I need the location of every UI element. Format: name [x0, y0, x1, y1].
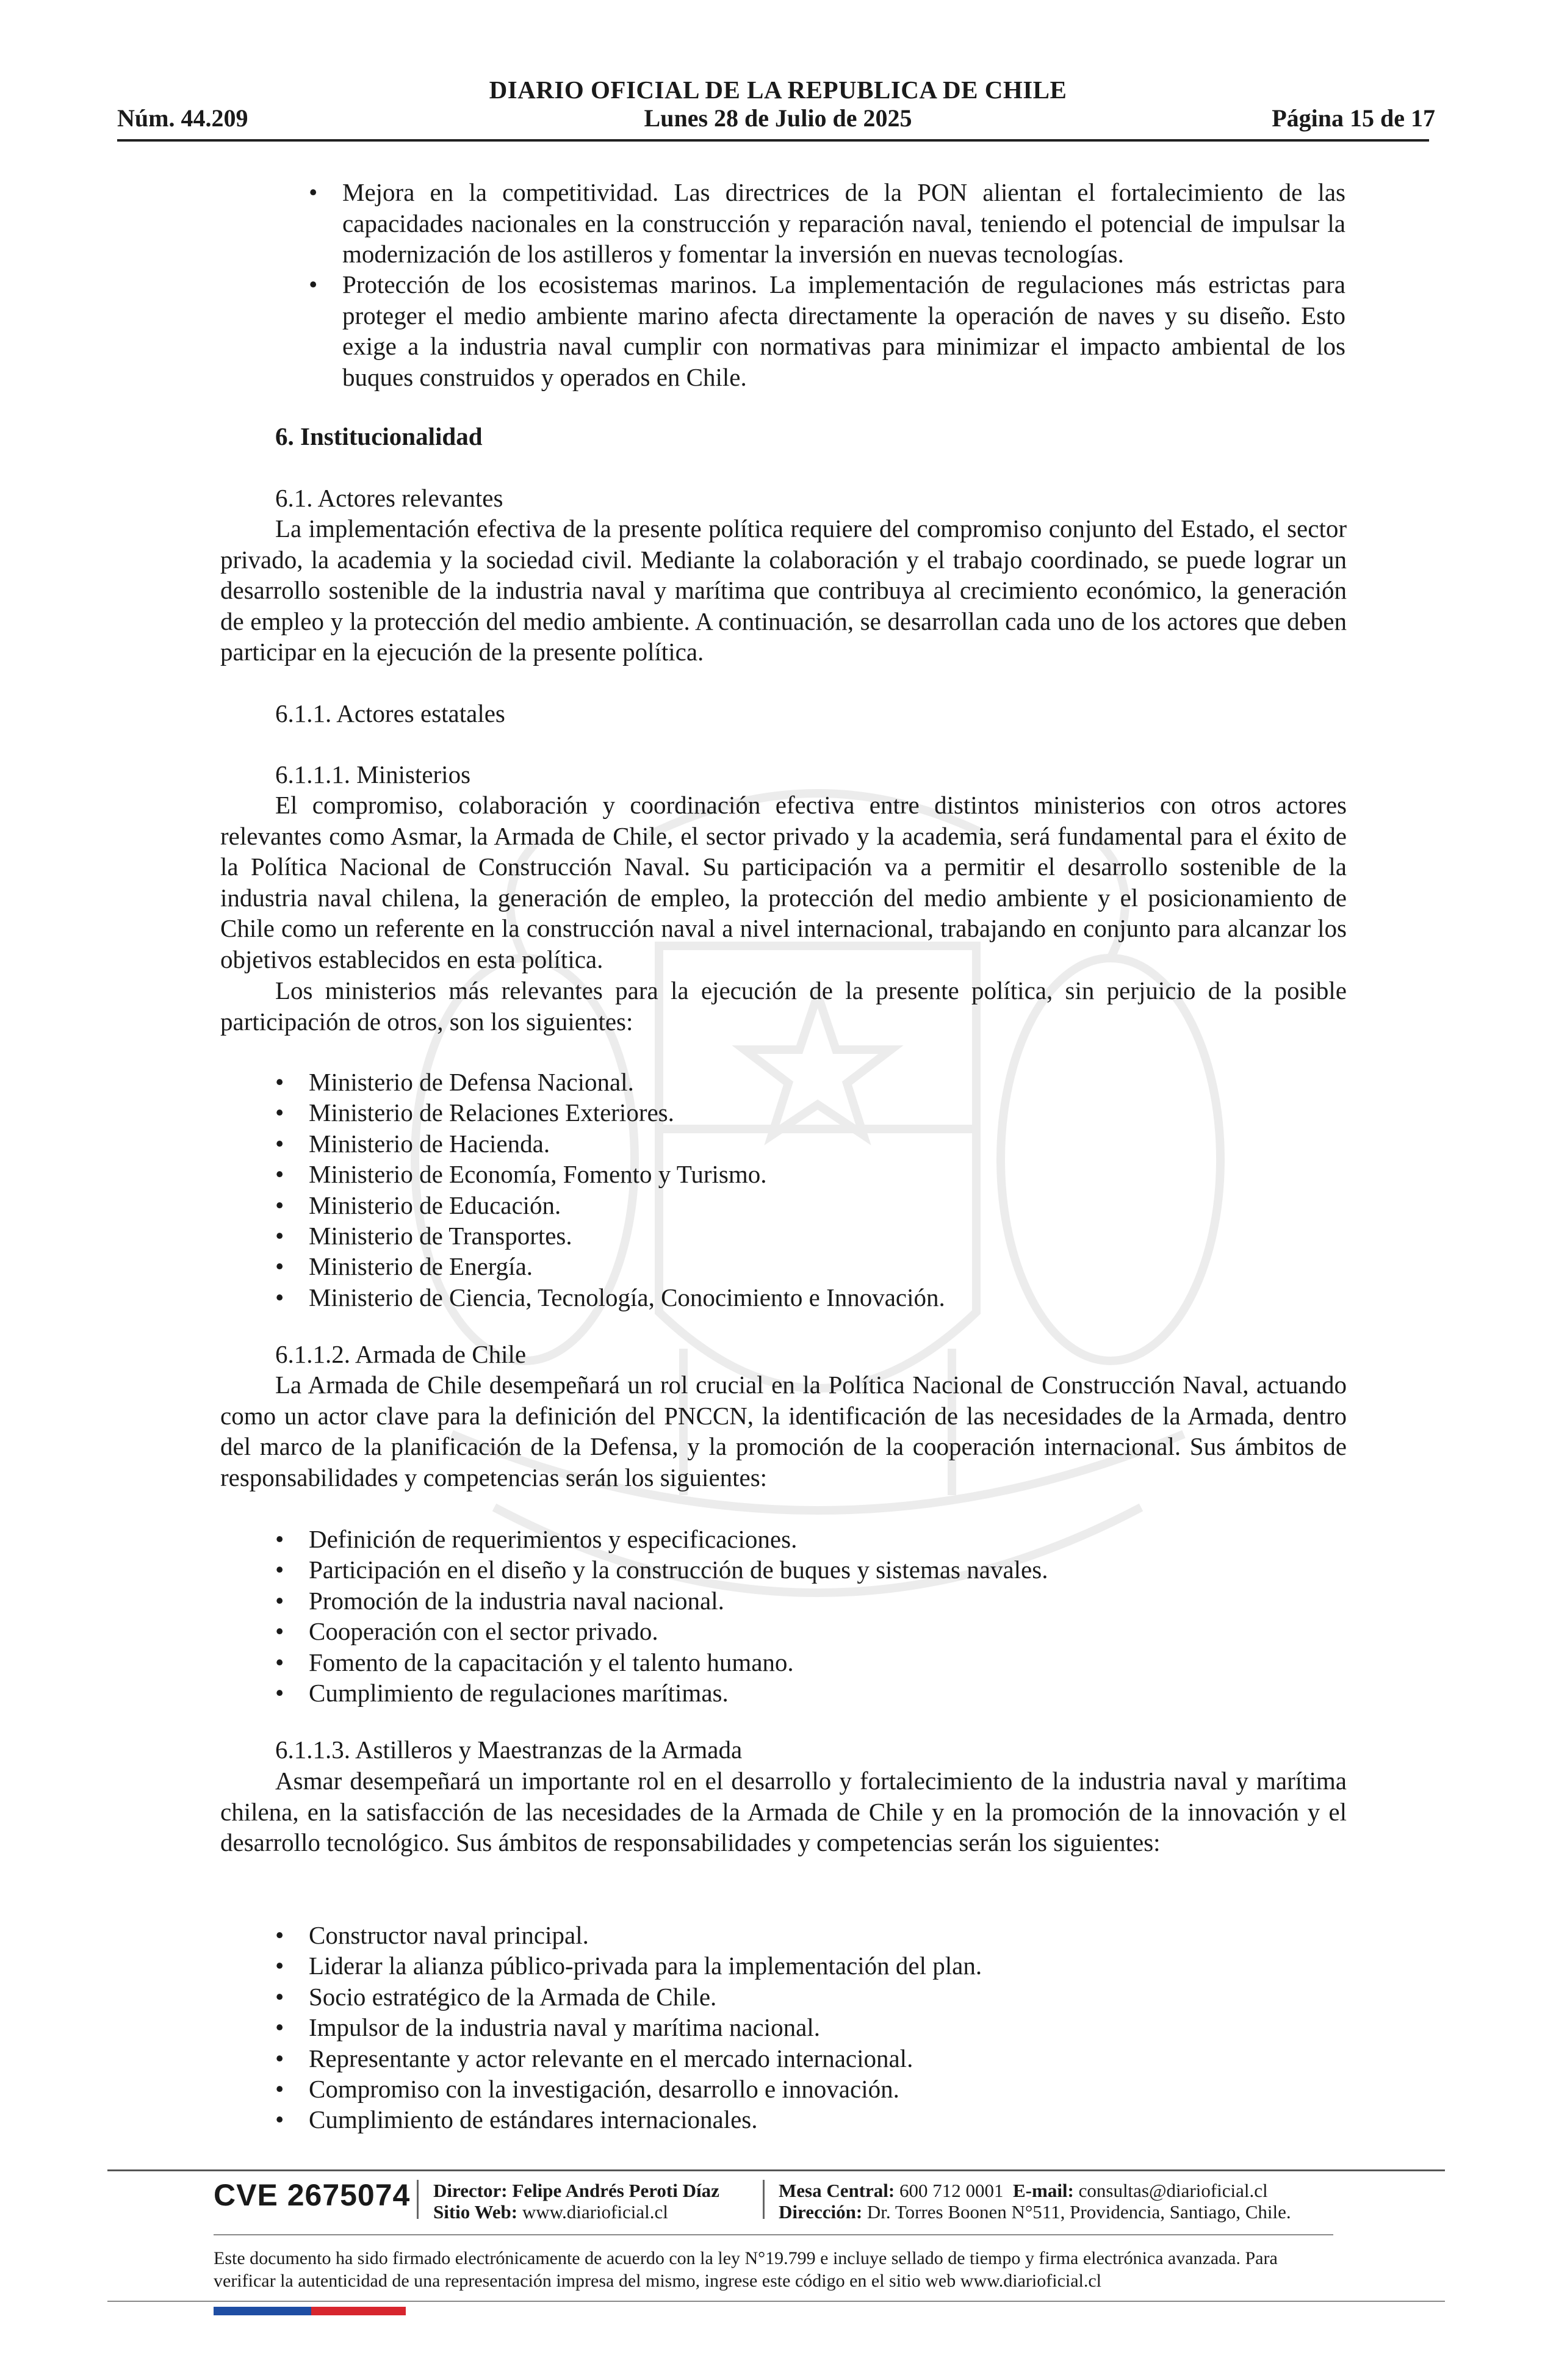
list-item: • Ministerio de Ciencia, Tecnología, Conocimiento e Innovación.	[275, 1282, 1313, 1313]
subsection-title: 6.1.1.3. Astilleros y Maestranzas de la Armada	[275, 1736, 743, 1764]
bullet-icon: •	[275, 1283, 284, 1311]
list-item: • Representante y actor relevante en el mercado internacional.	[275, 2043, 1313, 2074]
list-item: • Cumplimiento de estándares internacionales.	[275, 2104, 1313, 2135]
list-item: • Ministerio de Economía, Fomento y Turismo.	[275, 1159, 1313, 1189]
list-item: • Constructor naval principal.	[275, 1920, 1313, 1950]
header-divider	[117, 139, 1429, 142]
bullet-icon: •	[275, 1191, 284, 1219]
bullet-icon: •	[275, 1648, 284, 1676]
website-line: Sitio Web: www.diarioficial.cl	[433, 2201, 668, 2223]
list-item: • Ministerio de Relaciones Exteriores.	[275, 1097, 1313, 1128]
bullet-icon: •	[275, 1160, 284, 1188]
list-item: • Cumplimiento de regulaciones marítimas.	[275, 1678, 1313, 1708]
bullet-icon: •	[275, 2013, 284, 2041]
list-item: • Cooperación con el sector privado.	[275, 1616, 1313, 1646]
paragraph: La Armada de Chile desempeñará un rol crucial en la Política Nacional de Construcción Naval, actuando como un actor clave para la definición del PNCCN, la identificación de las necesidades de la Armada, dentro del marco de la planificación de la Defensa, y la promoción de la cooperación internacional. Sus ámbitos de responsabilidades y competencias serán los siguientes:	[220, 1371, 1347, 1491]
bullet-icon: •	[275, 2075, 284, 2103]
bullet-icon: •	[275, 2044, 284, 2072]
cve-code: CVE 2675074	[214, 2178, 411, 2212]
subsection-title: 6.1.1.1. Ministerios	[275, 760, 471, 788]
paragraph: Los ministerios más relevantes para la ejecución de la presente política, sin perjuicio de la posible participación de otros, son los siguientes:	[220, 976, 1347, 1036]
bullet-item: • Mejora en la competitividad. Las directrices de la PON alientan el fortalecimiento de las capacidades nacionales en la construcción y reparación naval, teniendo el potencial de impulsar la modernización de los astilleros y fomentar la inversión en nuevas tecnologías.	[309, 178, 1345, 268]
director-line: Director: Felipe Andrés Peroti Díaz	[433, 2180, 719, 2201]
footer-bottom-divider	[107, 2301, 1445, 2302]
list-item: • Liderar la alianza público-privada para la implementación del plan.	[275, 1950, 1313, 1981]
subsection-title: 6.1. Actores relevantes	[275, 484, 503, 512]
footer-separator	[763, 2180, 765, 2219]
contact-line: Mesa Central: 600 712 0001 E-mail: consultas@diarioficial.cl	[779, 2180, 1268, 2201]
bullet-icon: •	[275, 1983, 284, 2011]
list-item: • Ministerio de Transportes.	[275, 1221, 1313, 1251]
list-item: • Participación en el diseño y la construcción de buques y sistemas navales.	[275, 1554, 1313, 1585]
bullet-icon: •	[275, 1921, 284, 1949]
issue-date: Lunes 28 de Julio de 2025	[644, 104, 912, 132]
bullet-icon: •	[275, 1617, 284, 1645]
list-item: • Promoción de la industria naval nacional.	[275, 1585, 1313, 1616]
website-link[interactable]: www.diarioficial.cl	[522, 2201, 668, 2223]
newspaper-title: DIARIO OFICIAL DE LA REPUBLICA DE CHILE	[489, 76, 1067, 104]
list-item: • Ministerio de Energía.	[275, 1251, 1313, 1282]
bullet-icon: •	[309, 178, 318, 206]
address-line: Dirección: Dr. Torres Boonen N°511, Providencia, Santiago, Chile.	[779, 2201, 1291, 2223]
bullet-item: • Protección de los ecosistemas marinos. La implementación de regulaciones más estrictas para proteger el medio ambiente marino afecta directamente la operación de naves y su diseño. Esto exige a la industria naval cumplir con normativas para minimizar el impacto ambiental de los buques construidos y operados en Chile.	[309, 270, 1345, 391]
list-item: • Ministerio de Defensa Nacional.	[275, 1067, 1313, 1097]
list-item: • Socio estratégico de la Armada de Chile.	[275, 1982, 1313, 2012]
paragraph: La implementación efectiva de la presente política requiere del compromiso conjunto del Estado, el sector privado, la academia y la sociedad civil. Mediante la colaboración y el trabajo coordinado, se puede lograr un desarrollo sostenible de la industria naval y marítima que contribuya al crecimiento económico, la generación de empleo y la protección del medio ambiente. A continuación, se desarrollan cada uno de los actores que deben participar en la ejecución de la presente política.	[220, 514, 1347, 666]
list-item: • Impulsor de la industria naval y marítima nacional.	[275, 2012, 1313, 2043]
section-heading: 6. Institucionalidad	[275, 422, 483, 450]
subsection-title: 6.1.1.2. Armada de Chile	[275, 1340, 527, 1368]
subsection-title: 6.1.1. Actores estatales	[275, 699, 505, 727]
legal-notice: Este documento ha sido firmado electrónicamente de acuerdo con la ley N°19.799 e incluye sellado de tiempo y firma electrónica avanzada. Para verificar la autenticidad de una representación impresa del mismo, ingrese este código en el sitio web www.diarioficial.cl	[214, 2248, 1278, 2291]
bullet-icon: •	[275, 2105, 284, 2133]
list-item: • Fomento de la capacitación y el talento humano.	[275, 1647, 1313, 1678]
list-item: • Definición de requerimientos y especificaciones.	[275, 1524, 1313, 1554]
footer-separator	[417, 2180, 419, 2219]
bullet-icon: •	[275, 1252, 284, 1280]
list-item: • Ministerio de Hacienda.	[275, 1128, 1313, 1159]
flag-stripe-blue	[214, 2307, 311, 2315]
issue-number: Núm. 44.209	[117, 104, 248, 132]
bullet-icon: •	[275, 1130, 284, 1158]
bullet-icon: •	[275, 1587, 284, 1615]
bullet-icon: •	[275, 1098, 284, 1127]
bullet-icon: •	[275, 1222, 284, 1250]
bullet-icon: •	[275, 1679, 284, 1707]
bullet-icon: •	[309, 270, 318, 298]
footer-inner-divider	[214, 2234, 1333, 2235]
paragraph: Asmar desempeñará un importante rol en el desarrollo y fortalecimiento de la industria naval y marítima chilena, en la satisfacción de las necesidades de la Armada de Chile y en la promoción de la innovación y el desarrollo tecnológico. Sus ámbitos de responsabilidades y competencias serán los siguientes:	[220, 1767, 1347, 1856]
bullet-icon: •	[275, 1556, 284, 1584]
bullet-icon: •	[275, 1068, 284, 1096]
footer-divider	[107, 2169, 1445, 2171]
paragraph: El compromiso, colaboración y coordinación efectiva entre distintos ministerios con otros actores relevantes como Asmar, la Armada de Chile, el sector privado y la academia, será fundamental para el éxito de la Política Nacional de Construcción Naval. Su participación va a permitir el desarrollo sostenible de la industria naval chilena, la generación de empleo, la protección del medio ambiente y el posicionamiento de Chile como un referente en la construcción naval a nivel internacional, trabajando en conjunto para alcanzar los objetivos establecidos en esta política.	[220, 791, 1347, 973]
bullet-icon: •	[275, 1952, 284, 1980]
email-link[interactable]: consultas@diarioficial.cl	[1078, 2180, 1268, 2201]
page-indicator: Página 15 de 17	[1272, 104, 1435, 132]
list-item: • Compromiso con la investigación, desarrollo e innovación.	[275, 2074, 1313, 2104]
bullet-icon: •	[275, 1525, 284, 1553]
list-item: • Ministerio de Educación.	[275, 1190, 1313, 1221]
flag-stripe-red	[311, 2307, 406, 2315]
